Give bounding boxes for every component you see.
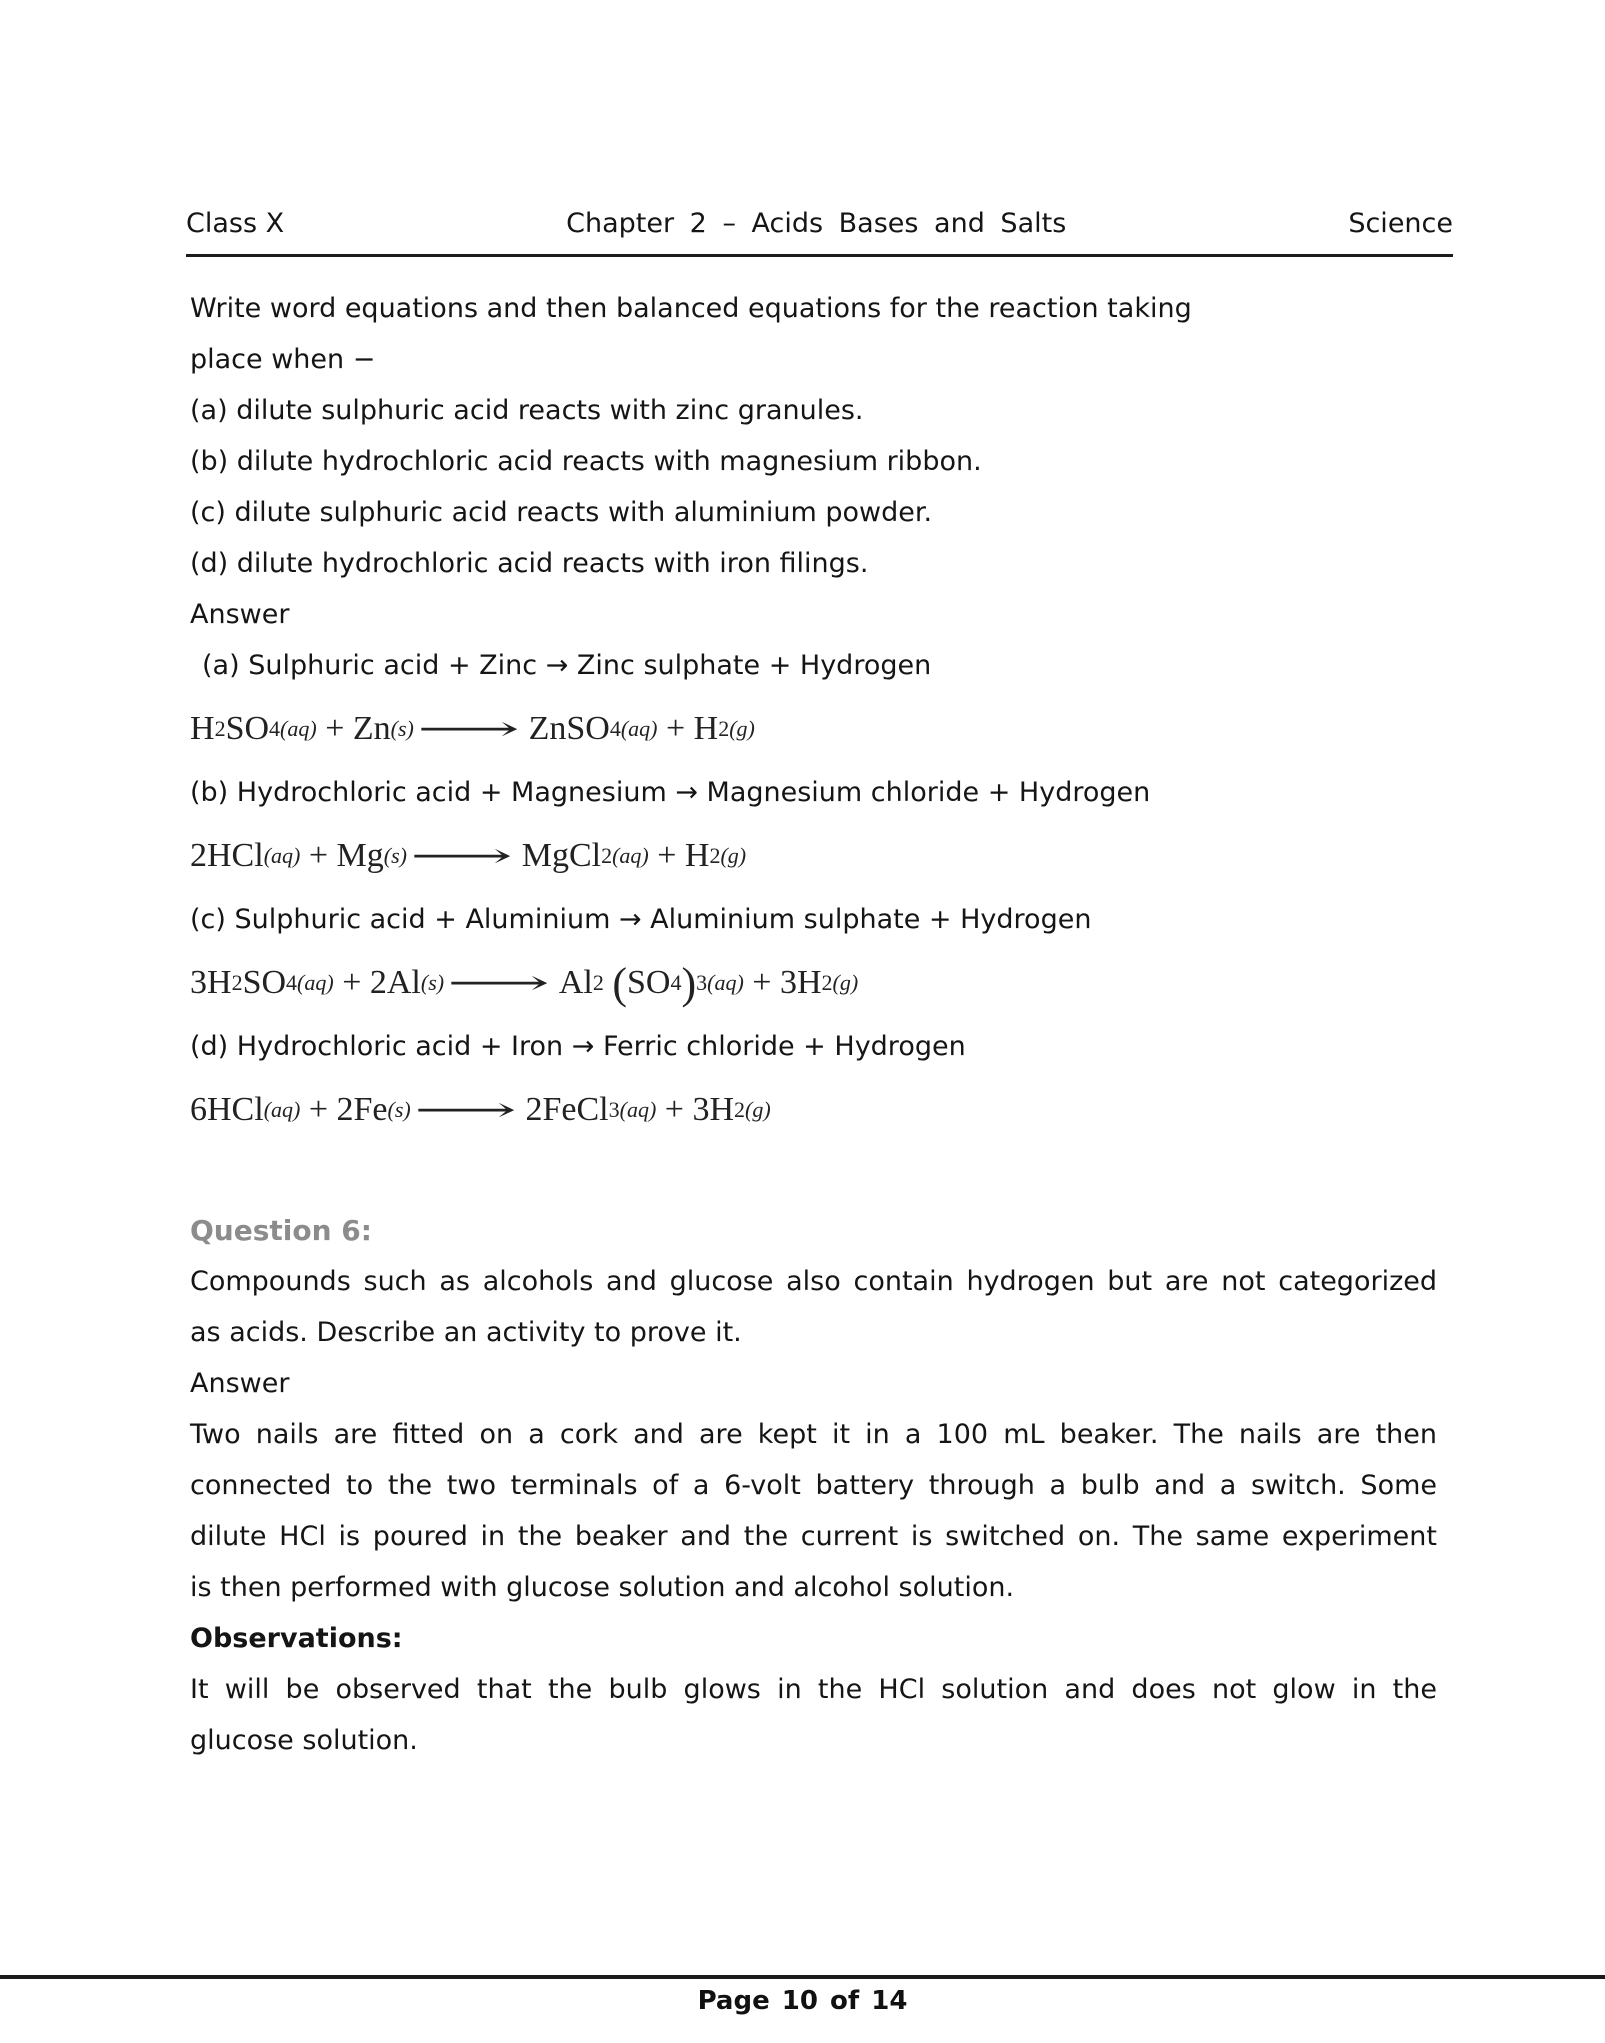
q5-item-b: (b) dilute hydrochloric acid reacts with magnesium ribbon. bbox=[190, 446, 982, 477]
q5-intro-line-2: place when − bbox=[190, 344, 376, 375]
observations-label: Observations: bbox=[190, 1623, 403, 1654]
q6-answer-line-2: connected to the two terminals of a 6-volt battery through a bulb and a switch. Some bbox=[190, 1470, 1437, 1501]
q6-question-line-1: Compounds such as alcohols and glucose also contain hydrogen but are not categorized bbox=[190, 1266, 1437, 1297]
chemical-equation-b: 2HCl (aq) + Mg (s) ⟶ MgCl 2 (aq) + H 2 (g) bbox=[190, 837, 747, 875]
q5-item-d: (d) dilute hydrochloric acid reacts with iron filings. bbox=[190, 548, 869, 579]
q6-answer-label: Answer bbox=[190, 1368, 290, 1399]
q6-observation-line-1: It will be observed that the bulb glows in the HCl solution and does not glow in the bbox=[190, 1674, 1437, 1705]
header-subject-label: Science bbox=[1348, 208, 1453, 239]
word-equation-c: (c) Sulphuric acid + Aluminium → Aluminium sulphate + Hydrogen bbox=[190, 904, 1092, 935]
page-number: Page 10 of 14 bbox=[697, 1986, 908, 2016]
word-equation-d: (d) Hydrochloric acid + Iron → Ferric chloride + Hydrogen bbox=[190, 1031, 966, 1062]
header-chapter-title: Chapter 2 – Acids Bases and Salts bbox=[566, 208, 1067, 239]
footer-divider bbox=[0, 1975, 1605, 1979]
question-6-heading: Question 6: bbox=[190, 1214, 372, 1247]
q6-observation-line-2: glucose solution. bbox=[190, 1725, 418, 1756]
q5-answer-label: Answer bbox=[190, 599, 290, 630]
page-header bbox=[186, 208, 1453, 257]
word-equation-b: (b) Hydrochloric acid + Magnesium → Magnesium chloride + Hydrogen bbox=[190, 777, 1151, 808]
chemical-equation-d: 6HCl (aq) + 2Fe (s) ⟶ 2FeCl 3 (aq) + 3H 2 (g) bbox=[190, 1091, 771, 1129]
q5-intro-line-1: Write word equations and then balanced equations for the reaction taking bbox=[190, 293, 1192, 324]
header-class-label: Class X bbox=[186, 208, 285, 239]
chemical-equation-c: 3H 2 SO 4 (aq) + 2Al (s) ⟶ Al 2 ( SO 4 ) 3 (aq) + 3H 2 (g) bbox=[190, 958, 859, 1008]
q6-answer-line-1: Two nails are fitted on a cork and are kept it in a 100 mL beaker. The nails are then bbox=[190, 1419, 1437, 1450]
chemical-equation-a: H 2 SO 4 (aq) + Zn (s) ⟶ ZnSO 4 (aq) + H 2 (g) bbox=[190, 710, 755, 748]
q6-answer-line-3: dilute HCl is poured in the beaker and the current is switched on. The same experiment bbox=[190, 1521, 1437, 1552]
q5-item-a: (a) dilute sulphuric acid reacts with zinc granules. bbox=[190, 395, 864, 426]
q6-answer-line-4: is then performed with glucose solution and alcohol solution. bbox=[190, 1572, 1015, 1603]
q6-question-line-2: as acids. Describe an activity to prove it. bbox=[190, 1317, 742, 1348]
page-body bbox=[0, 257, 1605, 1766]
q5-item-c: (c) dilute sulphuric acid reacts with aluminium powder. bbox=[190, 497, 933, 528]
word-equation-a: (a) Sulphuric acid + Zinc → Zinc sulphate + Hydrogen bbox=[202, 650, 932, 681]
